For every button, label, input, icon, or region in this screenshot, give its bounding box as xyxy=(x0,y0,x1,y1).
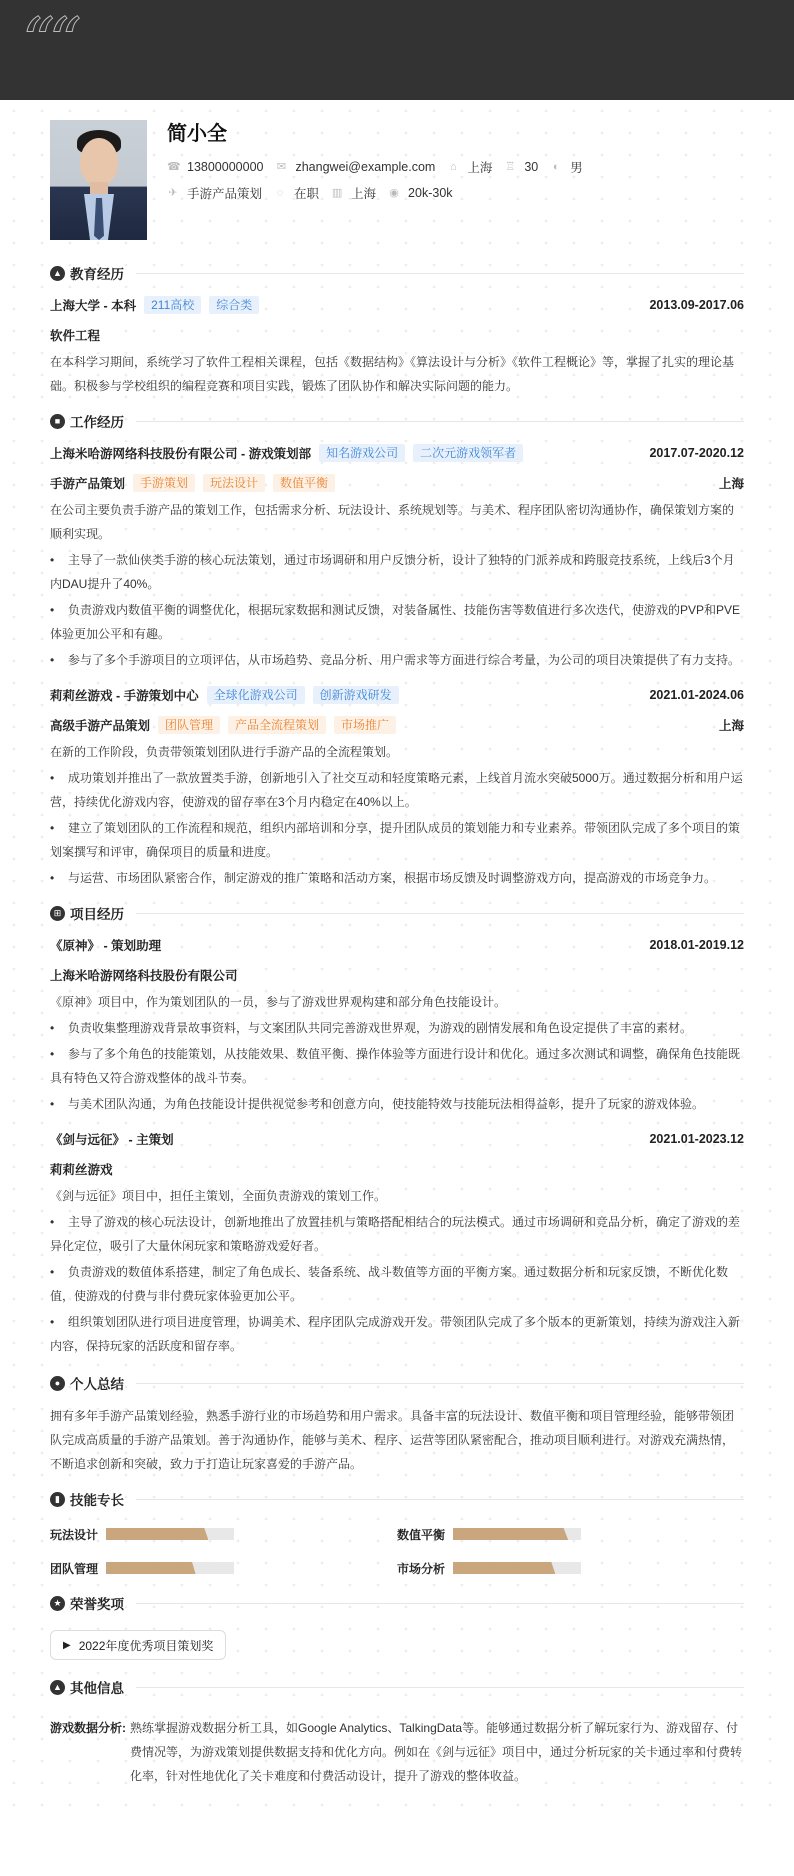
list-item: • 负责游戏内数值平衡的调整优化，根据玩家数据和测试反馈，对装备属性、技能伤害等数值进行多次迭代，使游戏的PVP和PVE体验更加公平和有趣。 xyxy=(50,598,744,646)
project-name: 《原神》 - 策划助理 xyxy=(50,939,162,953)
summary-text: 拥有多年手游产品策划经验，熟悉手游行业的市场趋势和用户需求。具备丰富的玩法设计、数值平衡和项目管理经验，能够带领团队完成高质量的手游产品策划。善于沟通协作，能够与美术、程序、运营等团队紧密配合，推动项目顺利进行。对游戏充满热情，不断追求创新和突破，致力于打造让玩家喜爱的手游产品。 xyxy=(50,1409,735,1471)
projects-section xyxy=(50,896,744,1358)
work-bullets xyxy=(50,766,744,890)
awards-section xyxy=(50,1586,744,1660)
list-item: • 建立了策划团队的工作流程和规范，组织内部培训和分享，提升团队成员的策划能力和专业素养。带领团队完成了多个项目的策划案撰写和评审，确保项目的质量和进度。 xyxy=(50,816,744,864)
skill-bar xyxy=(453,1562,581,1574)
other-label: 游戏数据分析: xyxy=(50,1721,126,1735)
work-date: 2017.07-2020.12 xyxy=(649,446,744,460)
list-item: • 主导了游戏的核心玩法设计，创新地推出了放置挂机与策略搭配相结合的玩法模式。通过市场调研和竞品分析，确定了游戏的差异化定位，吸引了大量休闲玩家和策略游戏爱好者。 xyxy=(50,1210,744,1258)
project-bullets xyxy=(50,1210,744,1358)
skills-section xyxy=(50,1482,744,1580)
company-name: 上海米哈游网络科技股份有限公司 - 游戏策划部 xyxy=(50,447,312,461)
list-item: • 与运营、市场团队紧密合作，制定游戏的推广策略和活动方案，根据市场反馈及时调整游戏方向，提高游戏的市场竞争力。 xyxy=(50,866,744,890)
city-icon: ▥ xyxy=(331,187,343,199)
project-name: 《剑与远征》 - 主策划 xyxy=(50,1133,174,1147)
education-description: 在本科学习期间，系统学习了软件工程相关课程，包括《数据结构》《算法设计与分析》《软件工程概论》等，掌握了扎实的理论基础。积极参与学校组织的编程竞赛和项目实践，锻炼了团队协作和解决实际问题的能力。 xyxy=(50,355,735,393)
major: 软件工程 xyxy=(50,329,101,343)
list-item: • 参与了多个手游项目的立项评估，从市场趋势、竞品分析、用户需求等方面进行综合考量，为公司的项目决策提供了有力支持。 xyxy=(50,648,744,672)
section-title: ● 个人总结 xyxy=(50,1366,744,1400)
work-summary: 在新的工作阶段，负责带领策划团队进行手游产品的全流程策划。 xyxy=(50,745,399,759)
list-item: • 主导了一款仙侠类手游的核心玩法策划，通过市场调研和用户反馈分析，设计了独特的门派养成和跨服竞技系统，上线后3个月内DAU提升了40%。 xyxy=(50,548,744,596)
award-item[interactable]: ▶ 2022年度优秀项目策划奖 xyxy=(50,1630,226,1660)
position-tag: 团队管理 xyxy=(158,716,220,734)
company-name: 莉莉丝游戏 - 手游策划中心 xyxy=(50,689,199,703)
skill-item: 玩法设计 xyxy=(50,1522,397,1546)
grid-icon: ⊞ xyxy=(50,906,65,921)
project-date: 2021.01-2023.12 xyxy=(649,1132,744,1146)
avatar xyxy=(50,120,147,240)
work-location: 上海 xyxy=(718,719,744,733)
project-summary: 《剑与远征》项目中，担任主策划，全面负责游戏的策划工作。 xyxy=(50,1189,387,1203)
section-title: ■ 工作经历 xyxy=(50,404,744,438)
work-item xyxy=(50,438,744,672)
gender-icon: ◐ xyxy=(552,161,560,173)
divider xyxy=(136,1499,744,1500)
list-item: • 成功策划并推出了一款放置类手游，创新地引入了社交互动和轻度策略元素，上线首月流水突破5000万。通过数据分析和用户运营，持续优化游戏内容，使游戏的留存率在3个月内稳定在40%以上。 xyxy=(50,766,744,814)
work-summary: 在公司主要负责手游产品的策划工作，包括需求分析、玩法设计、系统规划等。与美术、程序团队密切沟通协作，确保策划方案的顺利实现。 xyxy=(50,503,735,541)
list-item: • 负责游戏的数值体系搭建，制定了角色成长、装备系统、战斗数值等方面的平衡方案。通过数据分析和玩家反馈，不断优化数值，使游戏的付费与非付费玩家体验更加公平。 xyxy=(50,1260,744,1308)
position-title: 高级手游产品策划 xyxy=(50,719,151,733)
quote-icon: ““ xyxy=(22,5,76,79)
divider xyxy=(136,913,744,914)
info-icon: ▲ xyxy=(50,1680,65,1695)
user-icon: ● xyxy=(50,1376,65,1391)
skill-item: 市场分析 xyxy=(397,1556,744,1580)
position-tag: 玩法设计 xyxy=(203,474,265,492)
work-item xyxy=(50,680,744,890)
contact-phone: ☎ 13800000000 xyxy=(167,160,264,174)
project-company: 上海米哈游网络科技股份有限公司 xyxy=(50,969,238,983)
other-text: 熟练掌握游戏数据分析工具，如Google Analytics、TalkingData等。能够通过数据分析了解玩家行为、游戏留存、付费情况等，为游戏策划提供数据支持和优化方向。例如在《剑与远征》项目中，通过分析玩家的关卡通过率和付费转化率，针对性地优化了关卡难度和付费活动设计，提升了游戏的整体收益。 xyxy=(130,1721,743,1783)
phone-icon: ☎ xyxy=(167,161,181,173)
work-section xyxy=(50,404,744,890)
section-title: ▮ 技能专长 xyxy=(50,1482,744,1516)
school-tag: 211高校 xyxy=(144,296,201,314)
skill-bar xyxy=(106,1528,234,1540)
list-item: • 负责收集整理游戏背景故事资料，与文案团队共同完善游戏世界观，为游戏的剧情发展和角色设定提供了丰富的素材。 xyxy=(50,1016,744,1040)
top-banner xyxy=(0,0,794,100)
contact-gender: ◐ 男 xyxy=(550,158,583,176)
salary-icon: ◉ xyxy=(389,187,399,199)
project-item xyxy=(50,930,744,1116)
education-section xyxy=(50,256,744,398)
position-tag: 产品全流程策划 xyxy=(228,716,326,734)
education-row xyxy=(50,290,744,320)
project-summary: 《原神》项目中，作为策划团队的一员，参与了游戏世界观构建和部分角色技能设计。 xyxy=(50,995,507,1009)
position-tag: 手游策划 xyxy=(133,474,195,492)
list-item: • 组织策划团队进行项目进度管理，协调美术、程序团队完成游戏开发。带领团队完成了多个版本的更新策划，持续为游戏注入新内容，保持玩家的活跃度和留存率。 xyxy=(50,1310,744,1358)
project-date: 2018.01-2019.12 xyxy=(649,938,744,952)
divider xyxy=(136,1383,744,1384)
skills-grid xyxy=(50,1516,744,1580)
project-item xyxy=(50,1124,744,1358)
profile-header xyxy=(50,100,744,250)
contact-home: ⌂ 上海 xyxy=(447,158,492,176)
intent-job: ✈ 手游产品策划 xyxy=(168,187,263,201)
divider xyxy=(136,421,744,422)
intent-row xyxy=(167,180,595,206)
job-icon: ✈ xyxy=(168,187,178,199)
work-date: 2021.01-2024.06 xyxy=(649,688,744,702)
summary-section xyxy=(50,1366,744,1476)
other-section xyxy=(50,1670,744,1788)
triangle-right-icon: ▶ xyxy=(63,1639,71,1651)
status-icon: ◌ xyxy=(276,187,284,199)
school-name: 上海大学 - 本科 xyxy=(50,299,137,313)
intent-city: ▥ 上海 xyxy=(331,187,377,201)
graduation-cap-icon: ▲ xyxy=(50,266,65,281)
company-tag: 二次元游戏领军者 xyxy=(413,444,523,462)
skill-bar xyxy=(106,1562,234,1574)
project-company: 莉莉丝游戏 xyxy=(50,1163,113,1177)
work-bullets xyxy=(50,548,744,672)
divider xyxy=(136,1603,744,1604)
briefcase-icon: ■ xyxy=(50,414,65,429)
position-tag: 市场推广 xyxy=(334,716,396,734)
skill-bar xyxy=(453,1528,581,1540)
candidate-name: 简小全 xyxy=(167,123,227,145)
position-title: 手游产品策划 xyxy=(50,477,126,491)
age-icon: ♖ xyxy=(505,161,516,173)
section-title: ▲ 教育经历 xyxy=(50,256,744,290)
email-icon: ✉ xyxy=(276,161,287,173)
school-tag: 综合类 xyxy=(209,296,259,314)
skill-item: 数值平衡 xyxy=(397,1522,744,1546)
intent-salary: ◉ 20k-30k xyxy=(389,186,453,200)
section-title: ★ 荣誉奖项 xyxy=(50,1586,744,1620)
company-tag: 知名游戏公司 xyxy=(319,444,405,462)
award-icon: ★ xyxy=(50,1596,65,1611)
work-location: 上海 xyxy=(718,477,744,491)
resume-page xyxy=(0,100,794,1808)
divider xyxy=(136,273,744,274)
bar-chart-icon: ▮ xyxy=(50,1492,65,1507)
company-tag: 全球化游戏公司 xyxy=(207,686,305,704)
contact-email: ✉ zhangwei@example.com xyxy=(276,160,436,174)
section-title: ⊞ 项目经历 xyxy=(50,896,744,930)
profile-info xyxy=(167,120,595,250)
divider xyxy=(136,1687,744,1688)
home-icon: ⌂ xyxy=(450,161,457,173)
list-item: • 与美术团队沟通，为角色技能设计提供视觉参考和创意方向，使技能特效与技能玩法相得益彰，提升了玩家的游戏体验。 xyxy=(50,1092,744,1116)
position-tag: 数值平衡 xyxy=(273,474,335,492)
contact-age: ♖ 30 xyxy=(505,160,539,174)
skill-item: 团队管理 xyxy=(50,1556,397,1580)
education-date: 2013.09-2017.06 xyxy=(649,298,744,312)
list-item: • 参与了多个角色的技能策划，从技能效果、数值平衡、操作体验等方面进行设计和优化。通过多次测试和调整，确保角色技能既具有特色又符合游戏整体的战斗节奏。 xyxy=(50,1042,744,1090)
section-title: ▲ 其他信息 xyxy=(50,1670,744,1704)
project-bullets xyxy=(50,1016,744,1116)
intent-status: ◌ 在职 xyxy=(274,184,319,202)
other-item xyxy=(50,1704,744,1788)
company-tag: 创新游戏研发 xyxy=(313,686,399,704)
contact-row xyxy=(167,154,595,180)
